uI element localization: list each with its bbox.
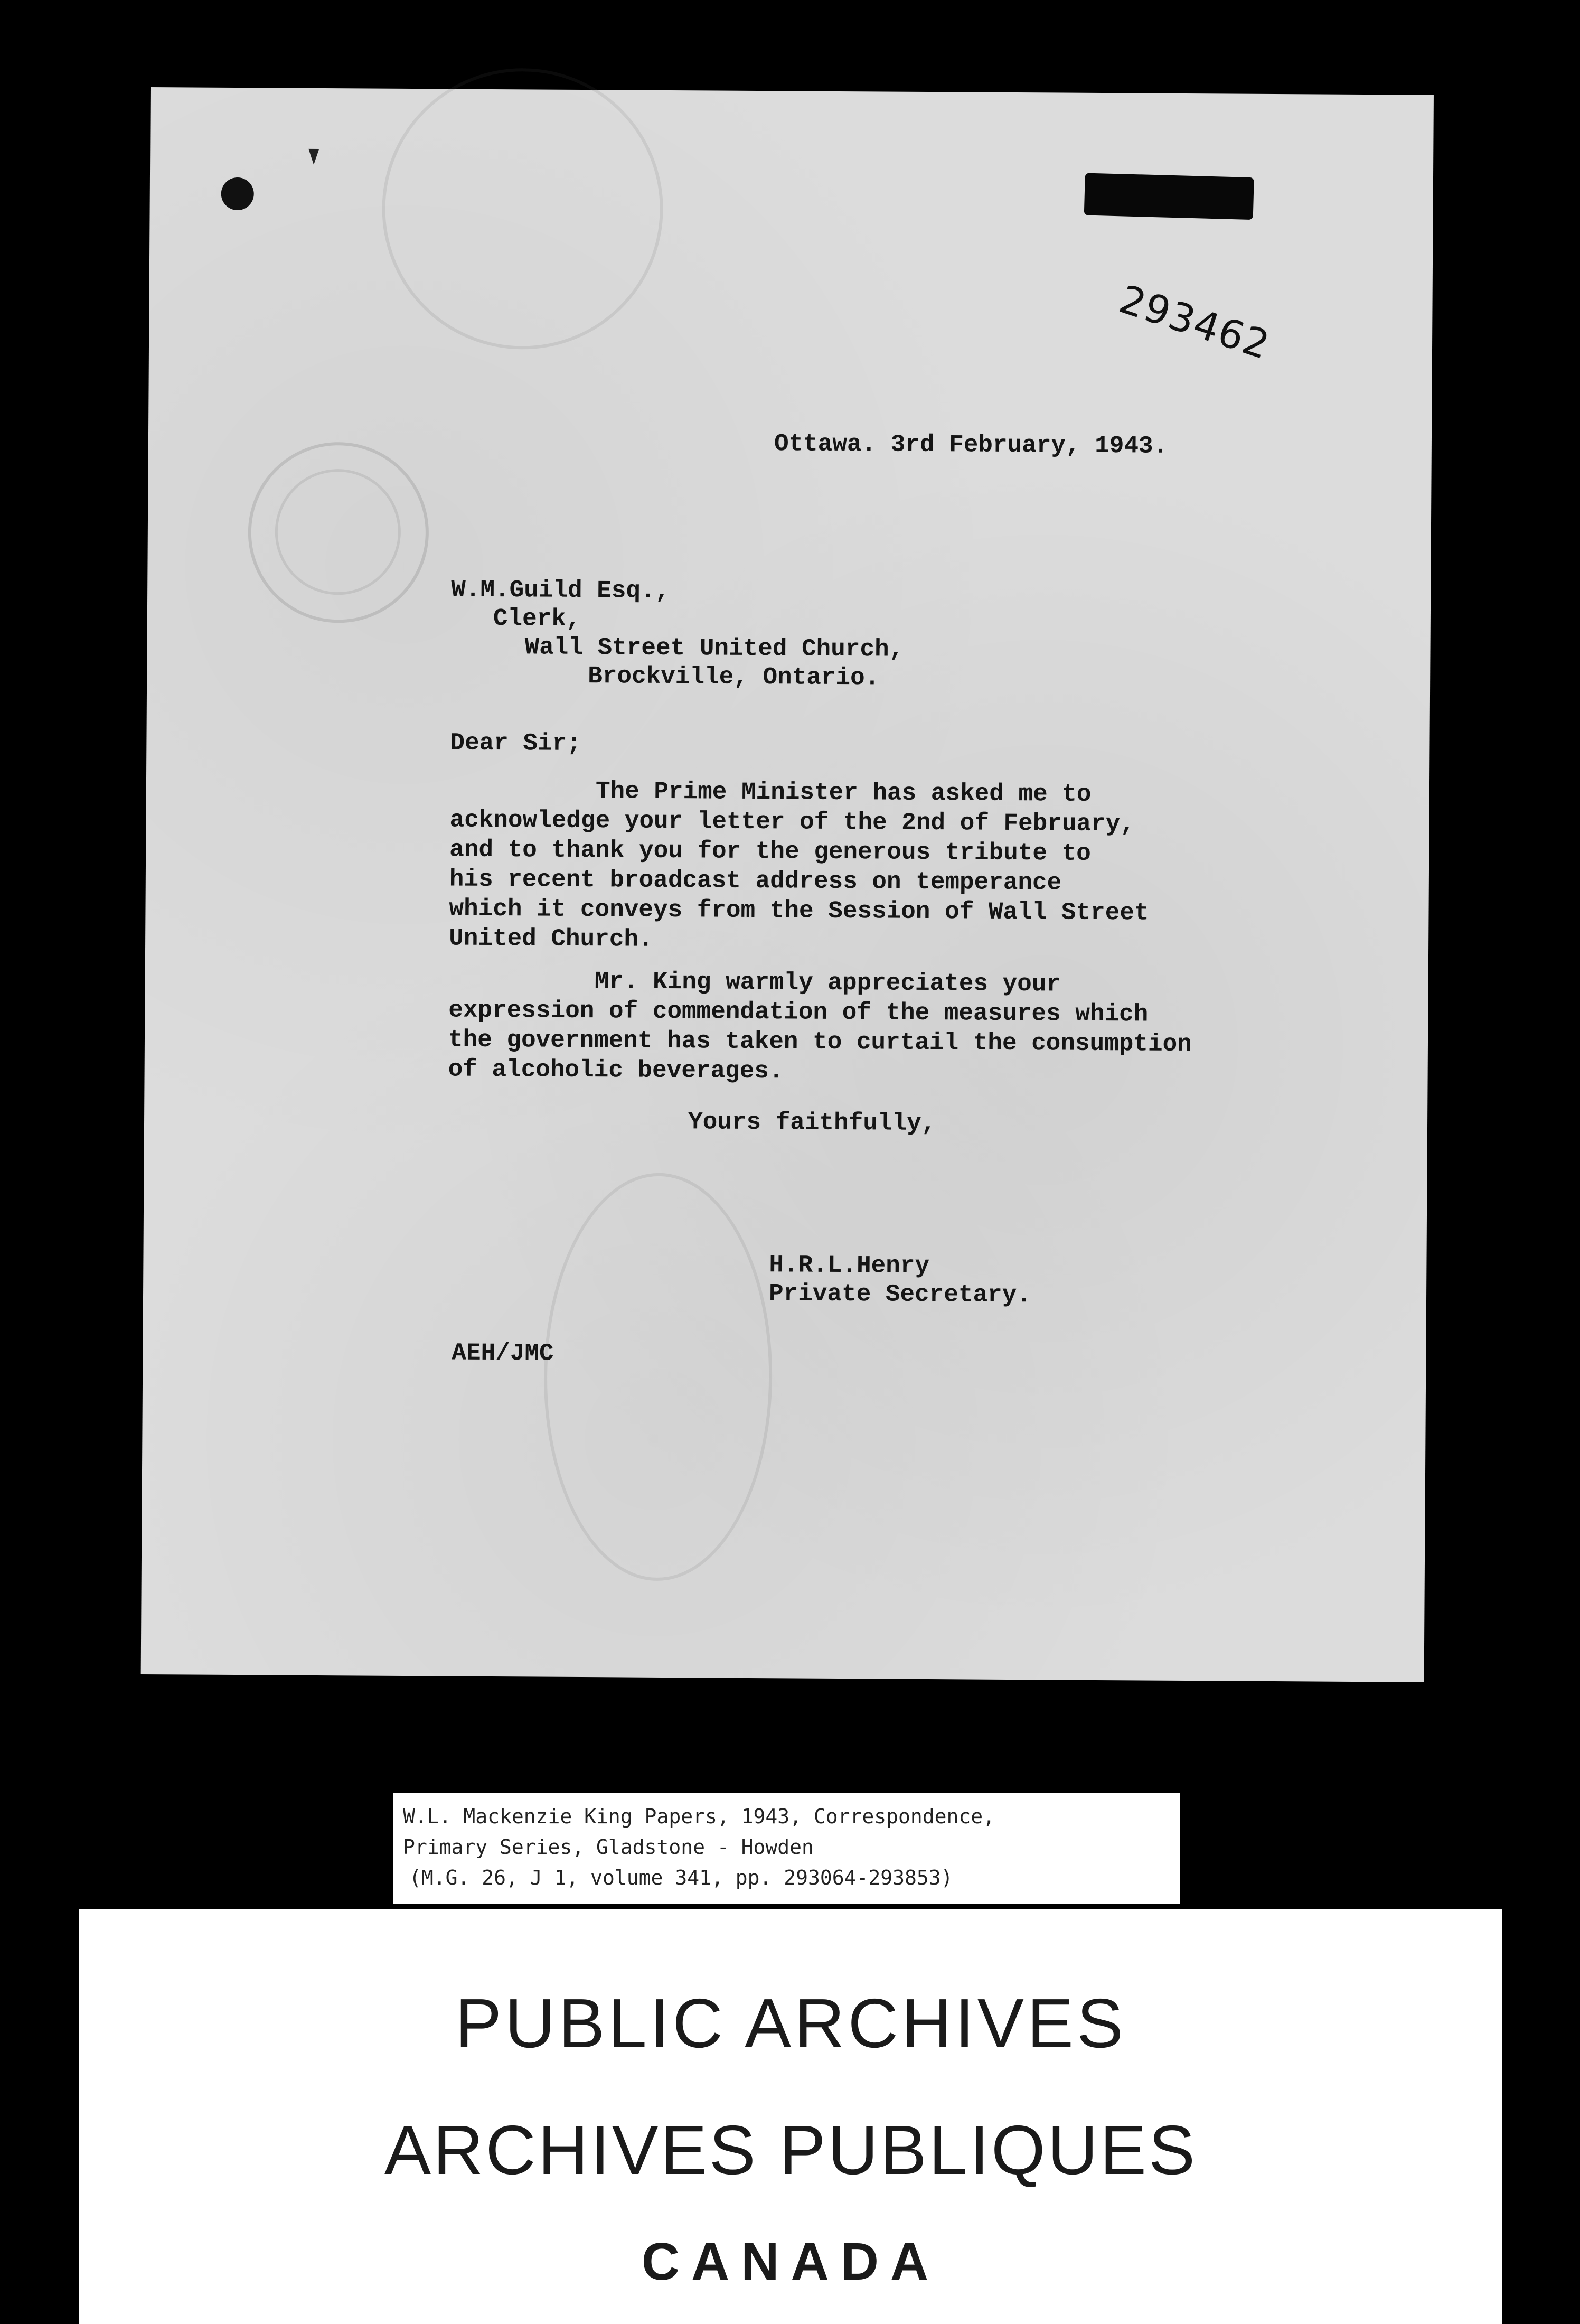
recipient-line: Clerk, (493, 604, 581, 633)
letter-date: Ottawa. 3rd February, 1943. (774, 430, 1168, 460)
body-line: The Prime Minister has asked me to (449, 776, 1092, 808)
citation-label (393, 1793, 1180, 1904)
citation-line: (M.G. 26, J 1, volume 341, pp. 293064-293853) (409, 1866, 953, 1889)
banner-title-english: PUBLIC ARCHIVES (455, 1984, 1127, 2062)
page-number: 293462 (1114, 276, 1276, 369)
tick-mark (308, 149, 319, 165)
archives-banner (79, 1909, 1502, 2324)
body-line: United Church. (449, 924, 653, 953)
received-stamp (248, 442, 429, 623)
body-line: acknowledge your letter of the 2nd of February, (449, 806, 1135, 838)
body-line: Mr. King warmly appreciates your (448, 967, 1061, 998)
body-line: the government has taken to curtail the consumption (448, 1026, 1192, 1058)
body-line: expression of commendation of the measures which (448, 996, 1149, 1028)
reference-initials: AEH/JMC (452, 1339, 554, 1367)
closing: Yours faithfully, (688, 1108, 936, 1138)
citation-line: W.L. Mackenzie King Papers, 1943, Correspondence, (403, 1805, 995, 1828)
signer-title: Private Secretary. (768, 1280, 1032, 1309)
letter-page (141, 87, 1434, 1682)
faint-stamp-arc (543, 1173, 774, 1582)
body-line: and to thank you for the generous tribute to (449, 836, 1091, 867)
faint-stamp-arc (381, 68, 664, 350)
punch-hole (221, 177, 254, 210)
body-line: his recent broadcast address on temperance (449, 865, 1062, 897)
body-line: which it conveys from the Session of Wall Street (449, 895, 1149, 927)
body-line: of alcoholic beverages. (448, 1055, 784, 1085)
recipient-line: Wall Street United Church, (524, 633, 904, 663)
redaction-block (1084, 173, 1254, 220)
recipient-line: Brockville, Ontario. (588, 662, 880, 692)
salutation: Dear Sir; (450, 729, 582, 758)
recipient-line: W.M.Guild Esq., (451, 576, 670, 605)
signer-name: H.R.L.Henry (769, 1251, 930, 1280)
citation-line: Primary Series, Gladstone - Howden (403, 1835, 814, 1859)
banner-country: CANADA (641, 2232, 941, 2291)
banner-title-french: ARCHIVES PUBLIQUES (384, 2111, 1198, 2189)
